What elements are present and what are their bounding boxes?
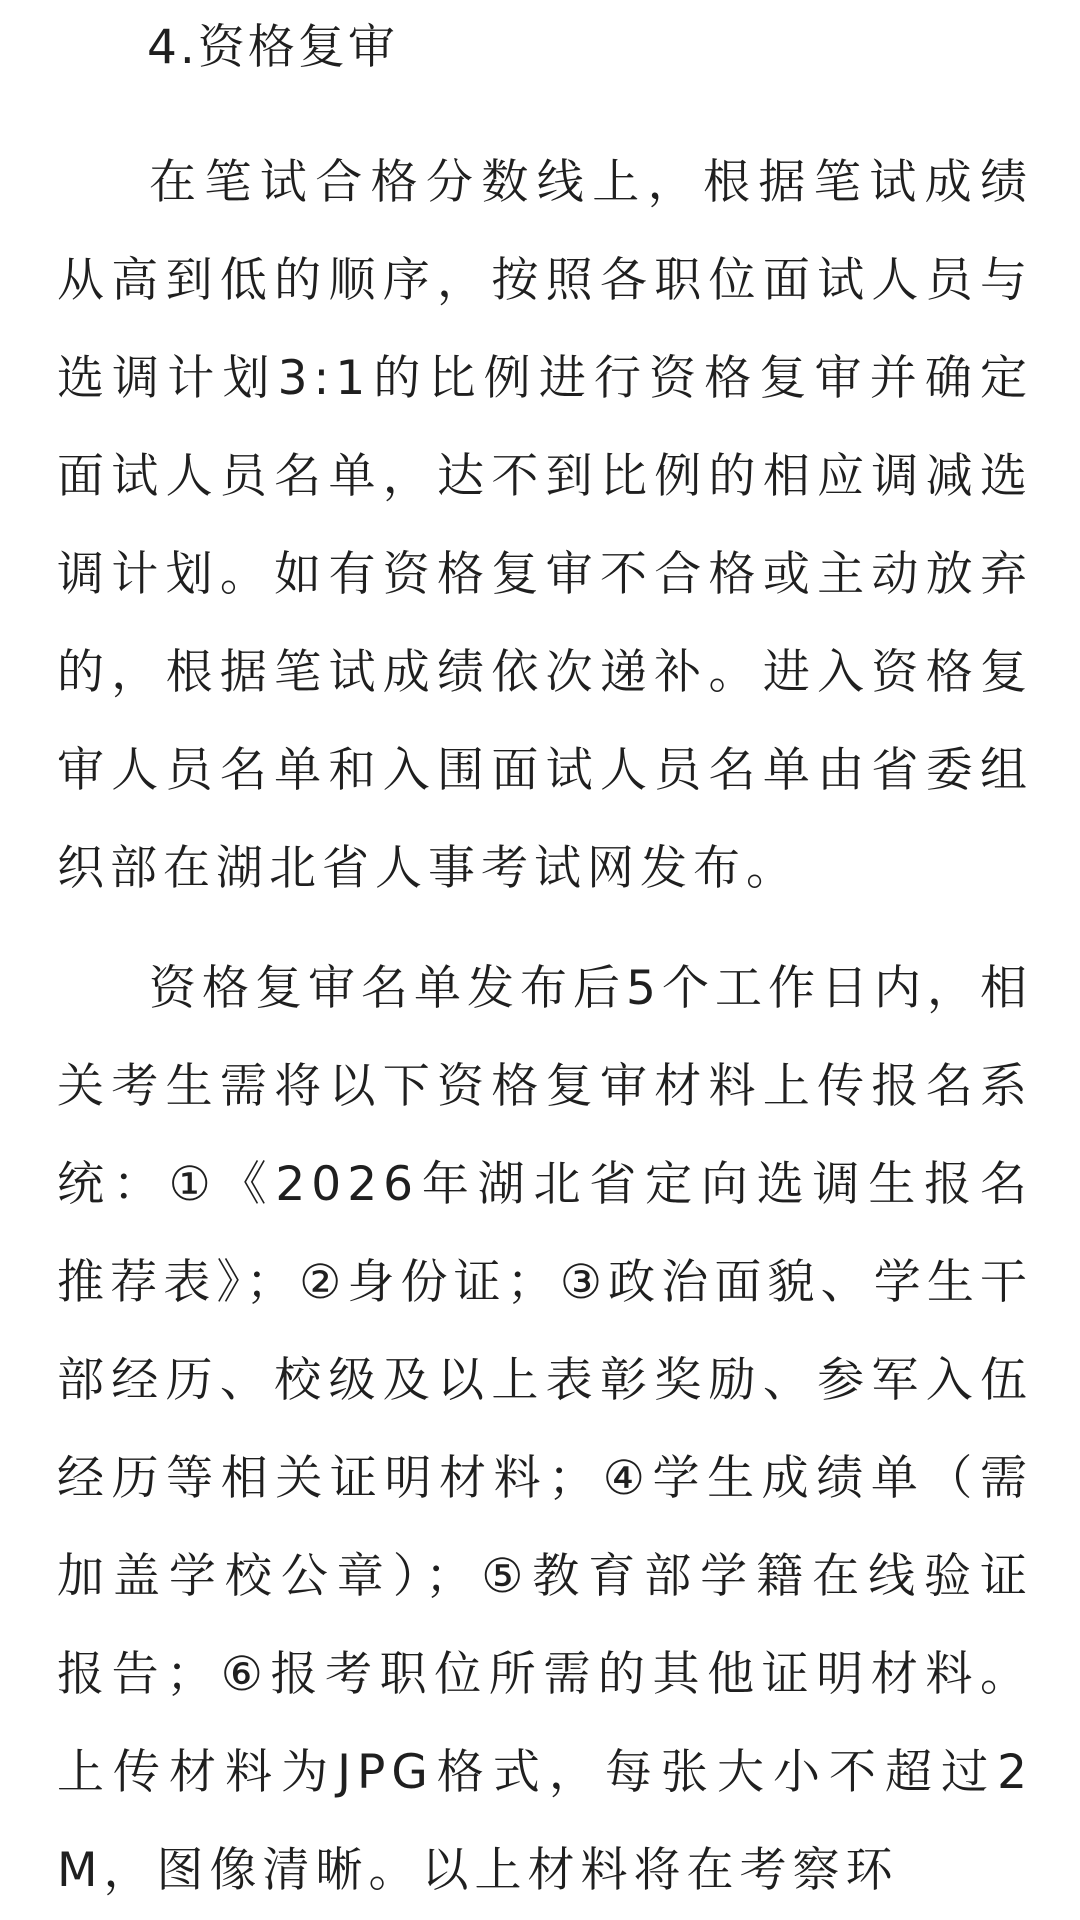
paragraph-upload-materials: 资格复审名单发布后5个工作日内，相关考生需将以下资格复审材料上传报名系统：①《2026年湖北省定向选调生报名推荐表》；②身份证；③政治面貌、学生干部经历、校级及以上表彰奖励、参军入伍经历等相关证明材料；④学生成绩单（需加盖学校公章）；⑤教育部学籍在线验证报告；⑥报考职位所需的其他证明材料。上传材料为JPG格式，每张大小不超过2M，图像清晰。以上材料将在考察环 (57, 961, 1033, 1898)
paragraph-qualification-review: 在笔试合格分数线上，根据笔试成绩从高到低的顺序，按照各职位面试人员与选调计划3:1的比例进行资格复审并确定面试人员名单，达不到比例的相应调减选调计划。如有资格复审不合格或主动放弃的，根据笔试成绩依次递补。进入资格复审人员名单和入围面试人员名单由省委组织部在湖北省人事考试网发布。 (57, 155, 1033, 896)
section-heading: 4.资格复审 (147, 20, 398, 75)
